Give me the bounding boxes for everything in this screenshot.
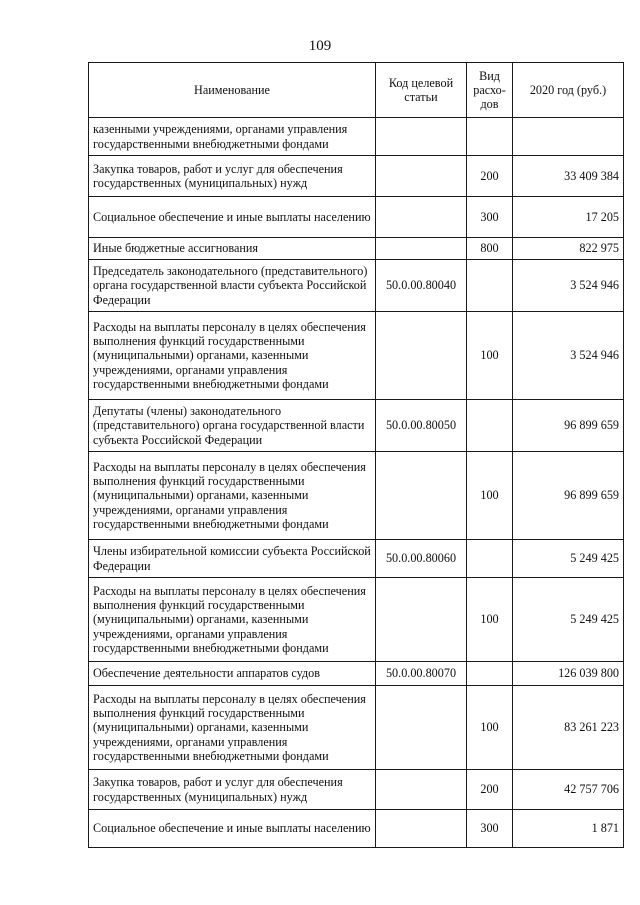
table-row <box>89 686 624 770</box>
row-type: 200 <box>467 770 513 810</box>
row-amount: 42 757 706 <box>513 770 624 810</box>
row-amount: 17 205 <box>513 197 624 238</box>
row-name: Члены избирательной комиссии субъекта Российской Федерации <box>89 540 376 578</box>
row-type <box>467 400 513 452</box>
row-code: 50.0.00.80040 <box>376 260 467 312</box>
row-type: 100 <box>467 452 513 540</box>
row-type: 300 <box>467 197 513 238</box>
table-row <box>89 810 624 848</box>
row-amount <box>513 118 624 156</box>
row-name: Иные бюджетные ассигнования <box>89 238 376 260</box>
header-type: Вид расхо-дов <box>467 63 513 118</box>
row-name: Социальное обеспечение и иные выплаты населению <box>89 810 376 848</box>
row-type: 800 <box>467 238 513 260</box>
table-row <box>89 156 624 197</box>
row-amount: 3 524 946 <box>513 312 624 400</box>
row-amount: 96 899 659 <box>513 452 624 540</box>
row-amount: 822 975 <box>513 238 624 260</box>
header-amount: 2020 год (руб.) <box>513 63 624 118</box>
page-number: 109 <box>308 38 332 54</box>
row-type <box>467 540 513 578</box>
row-type <box>467 118 513 156</box>
row-amount: 5 249 425 <box>513 578 624 662</box>
row-code <box>376 578 467 662</box>
row-amount: 96 899 659 <box>513 400 624 452</box>
budget-table <box>88 62 624 848</box>
row-amount: 126 039 800 <box>513 662 624 686</box>
row-code <box>376 238 467 260</box>
row-code <box>376 312 467 400</box>
row-code <box>376 118 467 156</box>
header-code: Код целевой статьи <box>376 63 467 118</box>
header-name: Наименование <box>89 63 376 118</box>
table-header-row <box>89 63 624 118</box>
row-code <box>376 452 467 540</box>
row-amount: 5 249 425 <box>513 540 624 578</box>
row-name: Расходы на выплаты персоналу в целях обеспечения выполнения функций государственными (муниципальными) органами, казенными учреждениями, органами управления государственными внебюджетными фондами <box>89 686 376 770</box>
table-row <box>89 312 624 400</box>
row-code <box>376 770 467 810</box>
row-type: 100 <box>467 578 513 662</box>
row-name: Депутаты (члены) законодательного (представительного) органа государственной власти субъекта Российской Федерации <box>89 400 376 452</box>
table-row <box>89 662 624 686</box>
row-amount: 83 261 223 <box>513 686 624 770</box>
row-name: Обеспечение деятельности аппаратов судов <box>89 662 376 686</box>
table-row <box>89 452 624 540</box>
row-name: Закупка товаров, работ и услуг для обеспечения государственных (муниципальных) нужд <box>89 156 376 197</box>
row-name: Расходы на выплаты персоналу в целях обеспечения выполнения функций государственными (муниципальными) органами, казенными учреждениями, органами управления государственными внебюджетными фондами <box>89 312 376 400</box>
row-code: 50.0.00.80060 <box>376 540 467 578</box>
row-code <box>376 810 467 848</box>
table-row <box>89 540 624 578</box>
row-type: 100 <box>467 686 513 770</box>
row-name: Расходы на выплаты персоналу в целях обеспечения выполнения функций государственными (муниципальными) органами, казенными учреждениями, органами управления государственными внебюджетными фондами <box>89 578 376 662</box>
row-type <box>467 662 513 686</box>
row-name: Расходы на выплаты персоналу в целях обеспечения выполнения функций государственными (муниципальными) органами, казенными учреждениями, органами управления государственными внебюджетными фондами <box>89 452 376 540</box>
row-name: Закупка товаров, работ и услуг для обеспечения государственных (муниципальных) нужд <box>89 770 376 810</box>
row-name: казенными учреждениями, органами управления государственными внебюджетными фондами <box>89 118 376 156</box>
table-row <box>89 118 624 156</box>
row-code <box>376 197 467 238</box>
table-row <box>89 197 624 238</box>
row-code: 50.0.00.80070 <box>376 662 467 686</box>
row-code: 50.0.00.80050 <box>376 400 467 452</box>
row-type: 300 <box>467 810 513 848</box>
table-row <box>89 578 624 662</box>
row-type: 200 <box>467 156 513 197</box>
table-row <box>89 400 624 452</box>
row-name: Председатель законодательного (представительного) органа государственной власти субъекта Российской Федерации <box>89 260 376 312</box>
table-row <box>89 260 624 312</box>
row-type: 100 <box>467 312 513 400</box>
row-type <box>467 260 513 312</box>
table-row <box>89 238 624 260</box>
row-amount: 3 524 946 <box>513 260 624 312</box>
row-code <box>376 686 467 770</box>
row-amount: 33 409 384 <box>513 156 624 197</box>
row-amount: 1 871 <box>513 810 624 848</box>
row-code <box>376 156 467 197</box>
table-row <box>89 770 624 810</box>
row-name: Социальное обеспечение и иные выплаты населению <box>89 197 376 238</box>
